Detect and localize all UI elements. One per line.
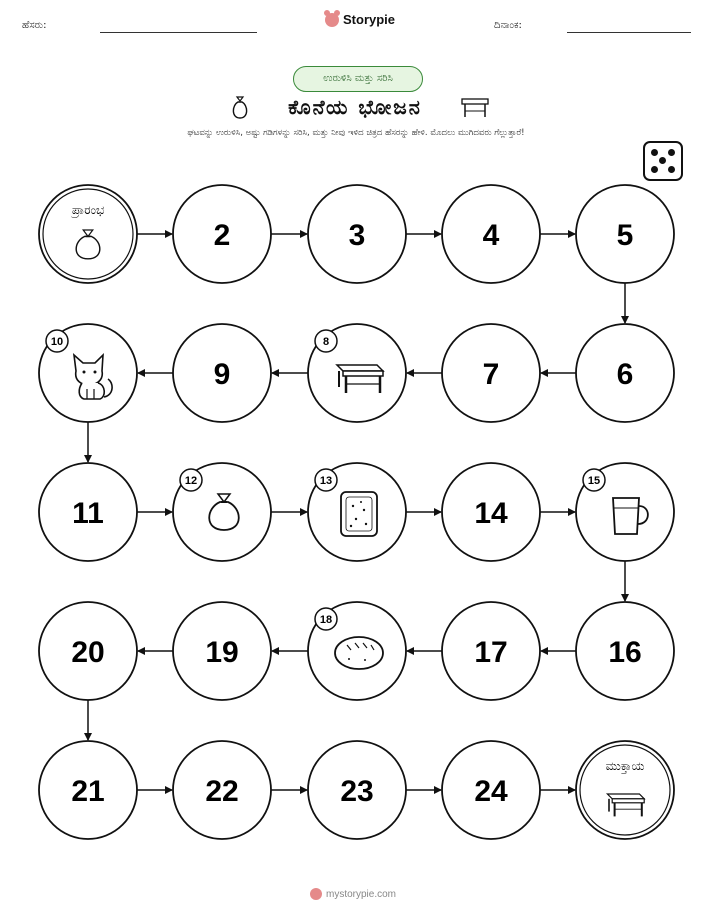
footer-url[interactable]: mystorypie.com — [326, 888, 397, 900]
board-cell-1[interactable] — [39, 185, 137, 283]
badge-number: 10 — [50, 336, 64, 348]
cell-number: 14 — [474, 497, 508, 530]
subtitle-pill: ಉರುಳಿಸಿ ಮತ್ತು ಸರಿಸಿ — [293, 66, 423, 92]
board-cell-23[interactable] — [308, 741, 406, 839]
cell-number: 21 — [71, 775, 105, 808]
cell-number: 16 — [608, 636, 642, 669]
cell-number: 3 — [348, 219, 366, 252]
cell-number: 24 — [474, 775, 508, 808]
board-cell-16[interactable] — [576, 602, 674, 700]
cell-number: 23 — [340, 775, 374, 808]
board-cell-10[interactable] — [39, 324, 137, 422]
cell-number: 9 — [213, 358, 231, 391]
cell-badge — [315, 608, 337, 630]
cell-badge — [180, 469, 202, 491]
bread-loaf-icon — [335, 637, 383, 669]
board-cell-7[interactable] — [442, 324, 540, 422]
page-title: ಕೊನೆಯ ಭೋಜನ — [288, 95, 422, 119]
board-cell-22[interactable] — [173, 741, 271, 839]
badge-number: 8 — [322, 336, 330, 348]
cell-number: 19 — [205, 636, 239, 669]
cell-number: 4 — [482, 219, 500, 252]
board-cell-19[interactable] — [173, 602, 271, 700]
board-cell-20[interactable] — [39, 602, 137, 700]
brand-name: Storypie — [343, 12, 396, 27]
board-cell-3[interactable] — [308, 185, 406, 283]
board-cell-17[interactable] — [442, 602, 540, 700]
finish-label: ಮುಕ್ತಾಯ — [605, 759, 645, 773]
board-cell-9[interactable] — [173, 324, 271, 422]
badge-number: 15 — [587, 475, 601, 487]
board-cell-13[interactable] — [308, 463, 406, 561]
cell-number: 20 — [71, 636, 105, 669]
cell-number: 5 — [616, 219, 634, 252]
footer — [310, 888, 396, 900]
start-label: ಪ್ರಾರಂಭ — [71, 203, 105, 217]
cell-number: 17 — [474, 636, 508, 669]
cell-number: 2 — [213, 219, 231, 252]
date-label: ದಿನಾಂಕ: — [494, 20, 522, 31]
instructions: ಘಟವನ್ನು ಉರುಳಿಸಿ, ಅಷ್ಟು ಗಡಿಗಳನ್ನು ಸರಿಸಿ, ಮತ್ತು ನೀವು ಇಳಿದ ಚಿತ್ರದ ಹೆಸರನ್ನು ಹೇಳಿ. ಮೊದಲು ಮುಗಿದವರು ಗೆಲ್ಲುತ್ತಾರೆ! — [187, 128, 525, 138]
board-cell-6[interactable] — [576, 324, 674, 422]
bread-slice-icon — [341, 492, 377, 536]
board-cell-24[interactable] — [442, 741, 540, 839]
board-cell-2[interactable] — [173, 185, 271, 283]
board-cell-11[interactable] — [39, 463, 137, 561]
cell-number: 6 — [616, 358, 634, 391]
cell-number: 22 — [205, 775, 239, 808]
badge-number: 13 — [319, 475, 333, 487]
cell-number: 7 — [482, 358, 500, 391]
badge-number: 12 — [184, 475, 198, 487]
board-cell-21[interactable] — [39, 741, 137, 839]
cell-badge — [315, 330, 337, 352]
cell-badge — [315, 469, 337, 491]
cell-number: 11 — [72, 497, 104, 530]
cell-badge — [46, 330, 68, 352]
board-cell-18[interactable] — [308, 602, 406, 700]
cell-badge — [583, 469, 605, 491]
board-cell-25[interactable] — [576, 741, 674, 839]
board-cell-15[interactable] — [576, 463, 674, 561]
badge-number: 18 — [319, 614, 333, 626]
board-cell-12[interactable] — [173, 463, 271, 561]
board-cell-8[interactable] — [308, 324, 406, 422]
board-cell-4[interactable] — [442, 185, 540, 283]
board-cell-14[interactable] — [442, 463, 540, 561]
name-label: ಹೆಸರು: — [22, 20, 47, 31]
bear-icon — [310, 888, 322, 900]
board-cell-5[interactable] — [576, 185, 674, 283]
